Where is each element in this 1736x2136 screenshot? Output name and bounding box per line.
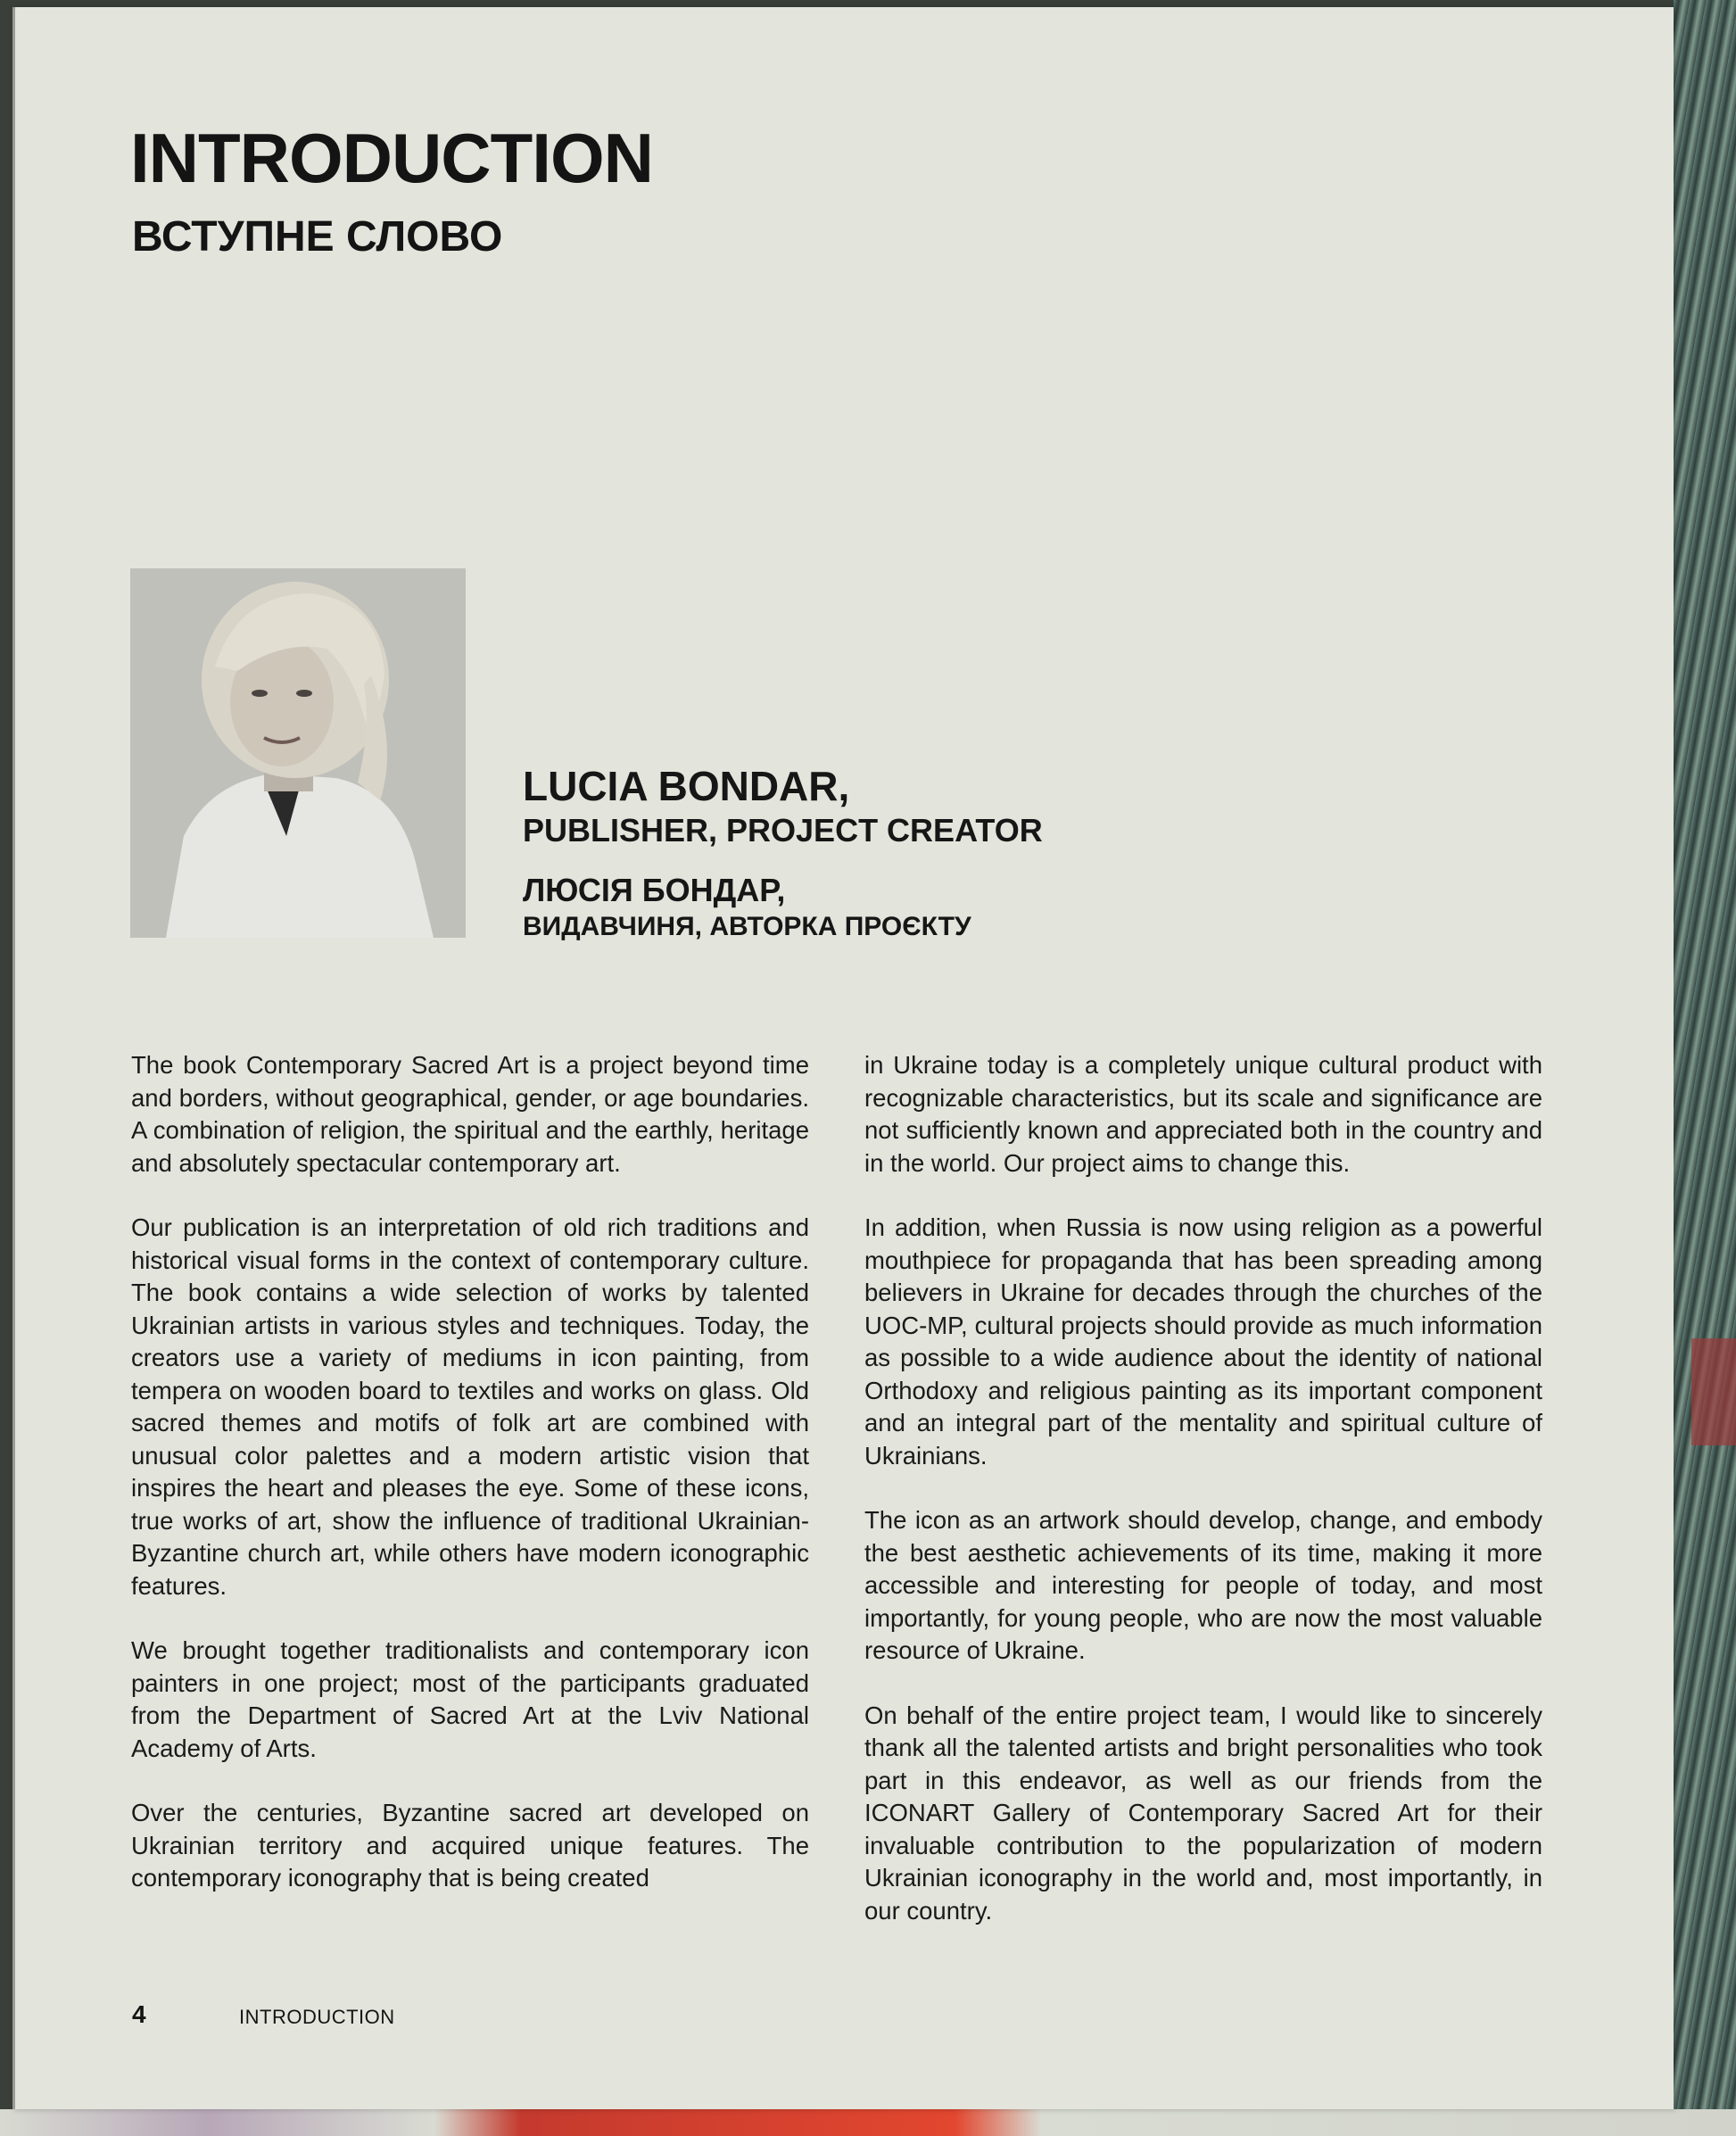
running-footer-section: INTRODUCTION bbox=[239, 2006, 395, 2028]
book-spine-artwork bbox=[1674, 0, 1736, 2136]
author-portrait bbox=[130, 568, 466, 938]
author-block bbox=[523, 764, 1043, 941]
author-name-ua: ЛЮСІЯ БОНДАР, bbox=[523, 872, 786, 909]
page-subtitle: ВСТУПНЕ СЛОВО bbox=[132, 213, 503, 261]
text-column-right bbox=[864, 1049, 1542, 1959]
paragraph: The icon as an artwork should develop, change, and embody the best aesthetic achievements of its time, making it more accessible and interesting for people of today, and most importantly, for young people, who are now the most valuable resource of Ukraine. bbox=[864, 1506, 1542, 1664]
paragraph: Over the centuries, Byzantine sacred art developed on Ukrainian territory and acquired unique features. The contemporary iconography that is being created bbox=[131, 1799, 809, 1892]
page-title: INTRODUCTION bbox=[130, 119, 653, 197]
author-role-ua: ВИДАВЧИНЯ, АВТОРКА ПРОЄКТУ bbox=[523, 911, 971, 941]
page-edge-strip bbox=[0, 2109, 1736, 2136]
page-number: 4 bbox=[132, 2000, 146, 2028]
paragraph: in Ukraine today is a completely unique cultural product with recognizable characteristics, but its scale and significance are not sufficiently known and appreciated both in the country and in the world. Our project aims to change this. bbox=[864, 1051, 1542, 1177]
paragraph: We brought together traditionalists and contemporary icon painters in one project; most of the participants graduated from the Department of Sacred Art at the Lviv National Academy of Arts. bbox=[131, 1636, 809, 1762]
paragraph: In addition, when Russia is now using religion as a powerful mouthpiece for propaganda that has been spreading among believers in Ukraine for decades through the churches of the UOC-MP, cultural projects should provide as much information as possible to a wide audience about the identity of national Orthodoxy and religious painting as its important component and an integral part of the mentality and spiritual culture of Ukrainians. bbox=[864, 1213, 1542, 1470]
text-column-left bbox=[131, 1049, 809, 1927]
author-name: LUCIA BONDAR, bbox=[523, 763, 850, 809]
book-page bbox=[12, 7, 1674, 2109]
portrait-illustration bbox=[130, 568, 466, 938]
paragraph: On behalf of the entire project team, I would like to sincerely thank all the talented artists and bright personalities who took part in this endeavor, as well as our friends from the ICONART Gallery of Contemporary Sacred Art for their invaluable contribution to the popularization of modern Ukrainian iconography in the world and, most importantly, in our country. bbox=[864, 1701, 1542, 1925]
paragraph: The book Contemporary Sacred Art is a project beyond time and borders, without geographical, gender, or age boundaries. A combination of religion, the spiritual and the earthly, heritage and absolutely spectacular contemporary art. bbox=[131, 1051, 809, 1177]
paragraph: Our publication is an interpretation of old rich traditions and historical visual forms in the context of contemporary culture. The book contains a wide selection of works by talented Ukrainian artists in various styles and techniques. Today, the creators use a variety of mediums in icon painting, from tempera on wooden board to textiles and works on glass. Old sacred themes and motifs of folk art are combined with unusual color palettes and a modern artistic vision that inspires the heart and pleases the eye. Some of these icons, true works of art, show the influence of traditional Ukrainian-Byzantine church art, while others have modern iconographic features. bbox=[131, 1213, 809, 1600]
author-role: PUBLISHER, PROJECT CREATOR bbox=[523, 811, 1043, 849]
